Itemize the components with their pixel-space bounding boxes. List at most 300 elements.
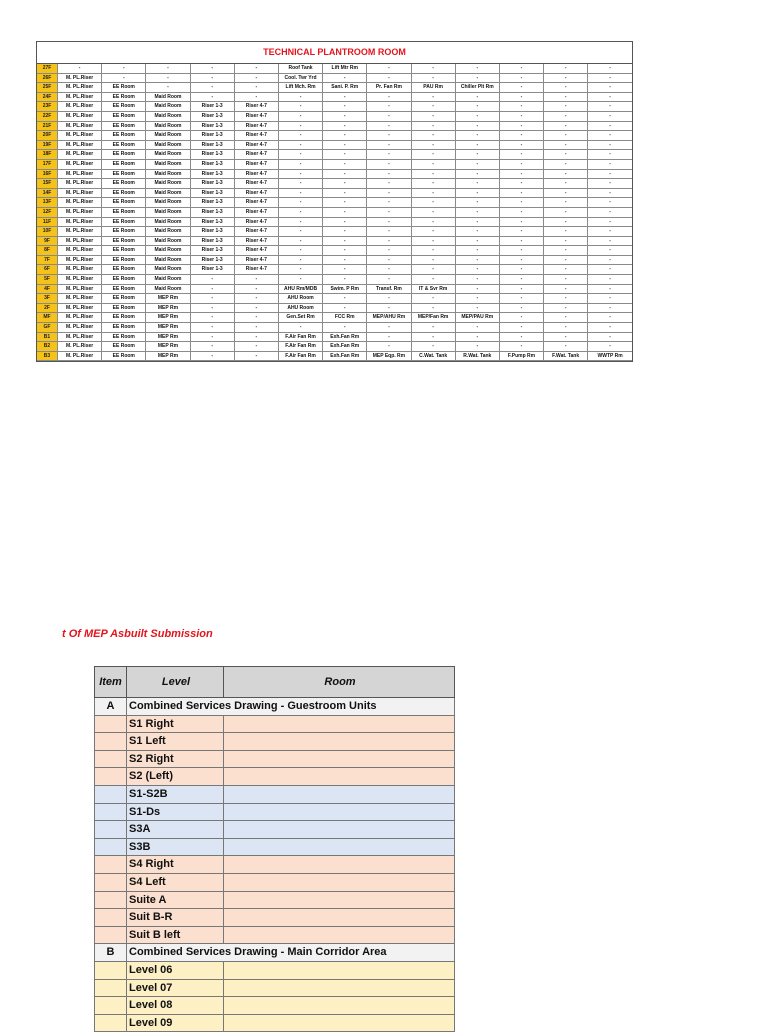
plantroom-cell: - [499, 121, 543, 131]
plantroom-row [37, 332, 632, 342]
plantroom-cell: - [544, 102, 588, 112]
plantroom-cell: Riser 1-3 [190, 131, 234, 141]
floor-level-cell: 16F [37, 169, 58, 179]
plantroom-cell: - [234, 342, 278, 352]
plantroom-cell: - [455, 275, 499, 285]
plantroom-cell: M. PL.Riser [58, 313, 102, 323]
plantroom-cell: - [411, 227, 455, 237]
row-level: S1 Left [127, 733, 224, 751]
asbuilt-table-body [95, 667, 455, 1032]
plantroom-cell: - [588, 102, 632, 112]
asbuilt-row [95, 997, 455, 1015]
plantroom-cell: Transf. Rm [367, 284, 411, 294]
plantroom-cell: Riser 4-7 [234, 227, 278, 237]
plantroom-cell: EE Room [102, 323, 146, 333]
plantroom-row [37, 217, 632, 227]
plantroom-cell: - [278, 323, 322, 333]
plantroom-cell: - [411, 265, 455, 275]
plantroom-cell: M. PL.Riser [58, 323, 102, 333]
plantroom-cell: M. PL.Riser [58, 179, 102, 189]
plantroom-cell: - [588, 255, 632, 265]
plantroom-cell: - [323, 207, 367, 217]
row-room [224, 979, 455, 997]
plantroom-cell: - [411, 179, 455, 189]
plantroom-cell: - [544, 169, 588, 179]
plantroom-cell: Riser 4-7 [234, 150, 278, 160]
plantroom-cell: - [102, 73, 146, 83]
plantroom-cell: - [455, 102, 499, 112]
row-item [95, 733, 127, 751]
plantroom-cell: EE Room [102, 121, 146, 131]
floor-level-cell: 10F [37, 227, 58, 237]
plantroom-cell: - [455, 73, 499, 83]
plantroom-cell: Riser 4-7 [234, 179, 278, 189]
plantroom-cell: - [455, 217, 499, 227]
plantroom-cell: - [499, 92, 543, 102]
plantroom-row [37, 284, 632, 294]
plantroom-cell: Riser 4-7 [234, 140, 278, 150]
plantroom-cell: Riser 1-3 [190, 140, 234, 150]
plantroom-cell: - [588, 275, 632, 285]
plantroom-cell: Riser 4-7 [234, 111, 278, 121]
plantroom-cell: - [588, 342, 632, 352]
plantroom-cell: Maid Room [146, 207, 190, 217]
plantroom-cell: Riser 1-3 [190, 236, 234, 246]
header-level: Level [127, 667, 224, 698]
plantroom-cell: - [499, 64, 543, 73]
plantroom-cell: - [367, 217, 411, 227]
plantroom-cell: - [544, 73, 588, 83]
plantroom-cell: - [367, 92, 411, 102]
plantroom-cell: - [455, 121, 499, 131]
floor-level-cell: 19F [37, 140, 58, 150]
plantroom-cell: - [499, 169, 543, 179]
plantroom-cell: - [190, 342, 234, 352]
plantroom-cell: - [588, 323, 632, 333]
asbuilt-submission-table [94, 666, 455, 1032]
section-label: Combined Services Drawing - Guestroom Units [127, 698, 455, 716]
plantroom-cell: Maid Room [146, 188, 190, 198]
plantroom-cell: - [411, 294, 455, 304]
plantroom-cell: - [190, 294, 234, 304]
plantroom-cell: Maid Room [146, 255, 190, 265]
technical-plantroom-table [36, 41, 633, 362]
plantroom-cell: F.Air Fan Rm [278, 351, 322, 361]
plantroom-cell: EE Room [102, 188, 146, 198]
plantroom-cell: - [588, 217, 632, 227]
plantroom-cell: - [278, 140, 322, 150]
plantroom-cell: M. PL.Riser [58, 303, 102, 313]
plantroom-cell: - [411, 275, 455, 285]
plantroom-cell: Exh.Fan Rm [323, 332, 367, 342]
row-item [95, 768, 127, 786]
plantroom-row [37, 179, 632, 189]
plantroom-cell: FCC Rm [323, 313, 367, 323]
plantroom-cell: - [367, 294, 411, 304]
plantroom-cell: - [411, 207, 455, 217]
row-item [95, 873, 127, 891]
plantroom-cell: - [278, 92, 322, 102]
plantroom-cell: EE Room [102, 332, 146, 342]
plantroom-cell: - [278, 131, 322, 141]
plantroom-cell: Riser 4-7 [234, 169, 278, 179]
floor-level-cell: 18F [37, 150, 58, 160]
row-room [224, 926, 455, 944]
plantroom-cell: - [367, 265, 411, 275]
plantroom-cell: Maid Room [146, 275, 190, 285]
plantroom-cell: - [234, 64, 278, 73]
plantroom-cell: Riser 4-7 [234, 246, 278, 256]
plantroom-cell: R.Wat. Tank [455, 351, 499, 361]
plantroom-cell: - [367, 102, 411, 112]
plantroom-cell: - [455, 207, 499, 217]
asbuilt-row [95, 926, 455, 944]
plantroom-cell: Swim. P Rm [323, 284, 367, 294]
plantroom-cell: - [544, 284, 588, 294]
floor-level-cell: 26F [37, 73, 58, 83]
row-item [95, 821, 127, 839]
plantroom-cell: - [367, 111, 411, 121]
plantroom-cell: - [455, 111, 499, 121]
plantroom-cell: - [499, 332, 543, 342]
plantroom-cell: EE Room [102, 92, 146, 102]
plantroom-cell: - [190, 83, 234, 93]
row-level: Suite A [127, 891, 224, 909]
plantroom-cell: - [278, 179, 322, 189]
plantroom-cell: - [588, 198, 632, 208]
plantroom-cell: Riser 1-3 [190, 227, 234, 237]
plantroom-cell: - [190, 332, 234, 342]
plantroom-cell: - [411, 131, 455, 141]
plantroom-cell: - [455, 227, 499, 237]
plantroom-cell: MEP Rm [146, 303, 190, 313]
plantroom-cell: EE Room [102, 236, 146, 246]
plantroom-cell: - [499, 323, 543, 333]
plantroom-cell: Lift Mch. Rm [278, 83, 322, 93]
plantroom-cell: Riser 1-3 [190, 255, 234, 265]
plantroom-cell: - [455, 150, 499, 160]
plantroom-cell: - [455, 246, 499, 256]
plantroom-cell: - [323, 92, 367, 102]
plantroom-cell: - [278, 198, 322, 208]
plantroom-cell: - [323, 236, 367, 246]
plantroom-row [37, 227, 632, 237]
plantroom-cell: - [278, 227, 322, 237]
plantroom-cell: EE Room [102, 150, 146, 160]
plantroom-cell: M. PL.Riser [58, 198, 102, 208]
plantroom-cell: - [455, 188, 499, 198]
plantroom-cell: - [190, 284, 234, 294]
plantroom-cell: Maid Room [146, 284, 190, 294]
plantroom-cell: - [278, 111, 322, 121]
plantroom-cell: - [234, 332, 278, 342]
plantroom-cell: Riser 1-3 [190, 207, 234, 217]
plantroom-cell: - [544, 313, 588, 323]
row-item [95, 909, 127, 927]
plantroom-cell: F.Pump Rm [499, 351, 543, 361]
plantroom-cell: EE Room [102, 351, 146, 361]
asbuilt-submission-title: t Of MEP Asbuilt Submission [62, 628, 213, 640]
plantroom-cell: - [544, 255, 588, 265]
row-room [224, 997, 455, 1015]
plantroom-cell: - [146, 73, 190, 83]
plantroom-cell: - [544, 188, 588, 198]
plantroom-cell: - [278, 246, 322, 256]
plantroom-cell: - [190, 313, 234, 323]
asbuilt-section-row [95, 944, 455, 962]
plantroom-cell: - [411, 140, 455, 150]
plantroom-cell: - [455, 255, 499, 265]
plantroom-cell: - [455, 64, 499, 73]
plantroom-cell: - [411, 217, 455, 227]
plantroom-cell: Riser 4-7 [234, 236, 278, 246]
plantroom-cell: M. PL.Riser [58, 131, 102, 141]
plantroom-cell: Maid Room [146, 150, 190, 160]
plantroom-cell: - [499, 246, 543, 256]
plantroom-row [37, 294, 632, 304]
row-level: S1-S2B [127, 785, 224, 803]
plantroom-cell: - [411, 64, 455, 73]
row-room [224, 1014, 455, 1032]
plantroom-cell: - [588, 179, 632, 189]
plantroom-cell: - [411, 323, 455, 333]
plantroom-cell: - [544, 83, 588, 93]
plantroom-cell: Maid Room [146, 217, 190, 227]
row-level: Level 08 [127, 997, 224, 1015]
plantroom-cell: - [367, 275, 411, 285]
plantroom-cell: C.Wat. Tank [411, 351, 455, 361]
plantroom-cell: - [323, 188, 367, 198]
asbuilt-row [95, 856, 455, 874]
plantroom-cell: Maid Room [146, 227, 190, 237]
plantroom-cell: - [367, 198, 411, 208]
asbuilt-row [95, 873, 455, 891]
plantroom-cell: - [190, 92, 234, 102]
plantroom-cell: Maid Room [146, 236, 190, 246]
plantroom-cell: - [544, 294, 588, 304]
asbuilt-row [95, 891, 455, 909]
plantroom-cell: - [499, 179, 543, 189]
row-level: Level 07 [127, 979, 224, 997]
plantroom-cell: - [544, 227, 588, 237]
floor-level-cell: 4F [37, 284, 58, 294]
row-room [224, 750, 455, 768]
plantroom-cell: - [455, 179, 499, 189]
plantroom-cell: - [411, 236, 455, 246]
row-item [95, 997, 127, 1015]
plantroom-cell: - [499, 303, 543, 313]
plantroom-cell: - [544, 131, 588, 141]
plantroom-cell: Riser 4-7 [234, 265, 278, 275]
plantroom-cell: - [367, 303, 411, 313]
plantroom-row [37, 131, 632, 141]
plantroom-cell: - [411, 198, 455, 208]
floor-level-cell: 5F [37, 275, 58, 285]
plantroom-cell: IT & Svr Rm [411, 284, 455, 294]
asbuilt-row [95, 733, 455, 751]
plantroom-cell: - [588, 169, 632, 179]
plantroom-cell: - [323, 131, 367, 141]
row-room [224, 909, 455, 927]
plantroom-cell: Maid Room [146, 265, 190, 275]
plantroom-cell: - [455, 323, 499, 333]
plantroom-cell: - [544, 140, 588, 150]
plantroom-cell: M. PL.Riser [58, 255, 102, 265]
plantroom-row [37, 73, 632, 83]
plantroom-cell: PAU Rm [411, 83, 455, 93]
plantroom-cell: Roof Tank [278, 64, 322, 73]
plantroom-cell: EE Room [102, 83, 146, 93]
plantroom-cell: - [367, 131, 411, 141]
plantroom-cell: M. PL.Riser [58, 217, 102, 227]
plantroom-cell: - [499, 342, 543, 352]
plantroom-cell: - [323, 111, 367, 121]
row-room [224, 803, 455, 821]
row-room [224, 838, 455, 856]
plantroom-row [37, 351, 632, 361]
plantroom-cell: MEP Rm [146, 351, 190, 361]
plantroom-cell: Gen.Set Rm [278, 313, 322, 323]
plantroom-cell: - [455, 159, 499, 169]
plantroom-cell: - [323, 140, 367, 150]
plantroom-cell: - [499, 111, 543, 121]
asbuilt-row [95, 803, 455, 821]
row-level: S1-Ds [127, 803, 224, 821]
plantroom-cell: Riser 4-7 [234, 217, 278, 227]
plantroom-cell: - [588, 227, 632, 237]
plantroom-cell: - [499, 198, 543, 208]
plantroom-cell: - [323, 323, 367, 333]
plantroom-cell: - [234, 294, 278, 304]
plantroom-row [37, 342, 632, 352]
plantroom-cell: - [411, 169, 455, 179]
plantroom-cell: Maid Room [146, 169, 190, 179]
plantroom-cell: - [455, 236, 499, 246]
plantroom-row [37, 111, 632, 121]
plantroom-cell: - [411, 150, 455, 160]
asbuilt-row [95, 838, 455, 856]
plantroom-cell: - [544, 207, 588, 217]
row-level: Level 09 [127, 1014, 224, 1032]
row-room [224, 821, 455, 839]
section-label: Combined Services Drawing - Main Corridor Area [127, 944, 455, 962]
asbuilt-section-row [95, 698, 455, 716]
row-item [95, 750, 127, 768]
plantroom-cell: - [499, 294, 543, 304]
row-item [95, 1014, 127, 1032]
plantroom-cell: - [411, 332, 455, 342]
plantroom-row [37, 159, 632, 169]
plantroom-cell: M. PL.Riser [58, 342, 102, 352]
plantroom-cell: - [323, 73, 367, 83]
plantroom-cell: M. PL.Riser [58, 73, 102, 83]
plantroom-cell: - [499, 275, 543, 285]
plantroom-cell: - [588, 207, 632, 217]
plantroom-cell: - [278, 188, 322, 198]
plantroom-cell: EE Room [102, 131, 146, 141]
plantroom-cell: - [455, 332, 499, 342]
plantroom-cell: - [367, 64, 411, 73]
row-item [95, 785, 127, 803]
plantroom-cell: - [278, 265, 322, 275]
plantroom-cell: MEP Rm [146, 313, 190, 323]
plantroom-cell: - [411, 73, 455, 83]
asbuilt-row [95, 750, 455, 768]
plantroom-cell: - [499, 227, 543, 237]
plantroom-cell: - [455, 92, 499, 102]
asbuilt-row [95, 1014, 455, 1032]
row-room [224, 768, 455, 786]
plantroom-cell: - [544, 92, 588, 102]
plantroom-cell: - [278, 207, 322, 217]
plantroom-cell: - [544, 198, 588, 208]
plantroom-cell: - [323, 179, 367, 189]
plantroom-cell: MEP Rm [146, 323, 190, 333]
plantroom-cell: MEP Rm [146, 332, 190, 342]
plantroom-cell: Exh.Fan Rm [323, 351, 367, 361]
plantroom-cell: M. PL.Riser [58, 83, 102, 93]
floor-level-cell: 20F [37, 131, 58, 141]
plantroom-cell: - [499, 313, 543, 323]
plantroom-cell: EE Room [102, 179, 146, 189]
plantroom-cell: - [367, 323, 411, 333]
row-room [224, 891, 455, 909]
plantroom-cell: - [367, 188, 411, 198]
plantroom-cell: M. PL.Riser [58, 294, 102, 304]
plantroom-cell: - [544, 342, 588, 352]
plantroom-cell: - [367, 140, 411, 150]
plantroom-cell: - [411, 188, 455, 198]
plantroom-cell: EE Room [102, 255, 146, 265]
plantroom-cell: - [455, 342, 499, 352]
plantroom-cell: F.Air Fan Rm [278, 342, 322, 352]
plantroom-cell: - [499, 207, 543, 217]
plantroom-cell: M. PL.Riser [58, 227, 102, 237]
header-item: Item [95, 667, 127, 698]
floor-level-cell: 2F [37, 303, 58, 313]
row-item [95, 715, 127, 733]
plantroom-cell: Riser 1-3 [190, 150, 234, 160]
row-room [224, 785, 455, 803]
asbuilt-row [95, 979, 455, 997]
plantroom-cell: EE Room [102, 313, 146, 323]
plantroom-cell: - [367, 121, 411, 131]
plantroom-cell: MEP Eqp. Rm [367, 351, 411, 361]
plantroom-cell: MEP Rm [146, 342, 190, 352]
plantroom-cell: - [455, 140, 499, 150]
plantroom-cell: Maid Room [146, 121, 190, 131]
plantroom-cell: Riser 1-3 [190, 111, 234, 121]
floor-level-cell: B2 [37, 342, 58, 352]
plantroom-table-body [37, 64, 632, 361]
row-level: S2 (Left) [127, 768, 224, 786]
asbuilt-row [95, 961, 455, 979]
plantroom-cell: M. PL.Riser [58, 236, 102, 246]
floor-level-cell: 23F [37, 102, 58, 112]
plantroom-cell: Riser 1-3 [190, 246, 234, 256]
plantroom-cell: - [588, 150, 632, 160]
plantroom-cell: - [146, 64, 190, 73]
plantroom-cell: - [544, 332, 588, 342]
asbuilt-row [95, 715, 455, 733]
plantroom-cell: EE Room [102, 111, 146, 121]
plantroom-row [37, 313, 632, 323]
row-level: S4 Right [127, 856, 224, 874]
plantroom-row [37, 303, 632, 313]
plantroom-cell: - [367, 169, 411, 179]
plantroom-cell: M. PL.Riser [58, 351, 102, 361]
plantroom-cell: Maid Room [146, 140, 190, 150]
